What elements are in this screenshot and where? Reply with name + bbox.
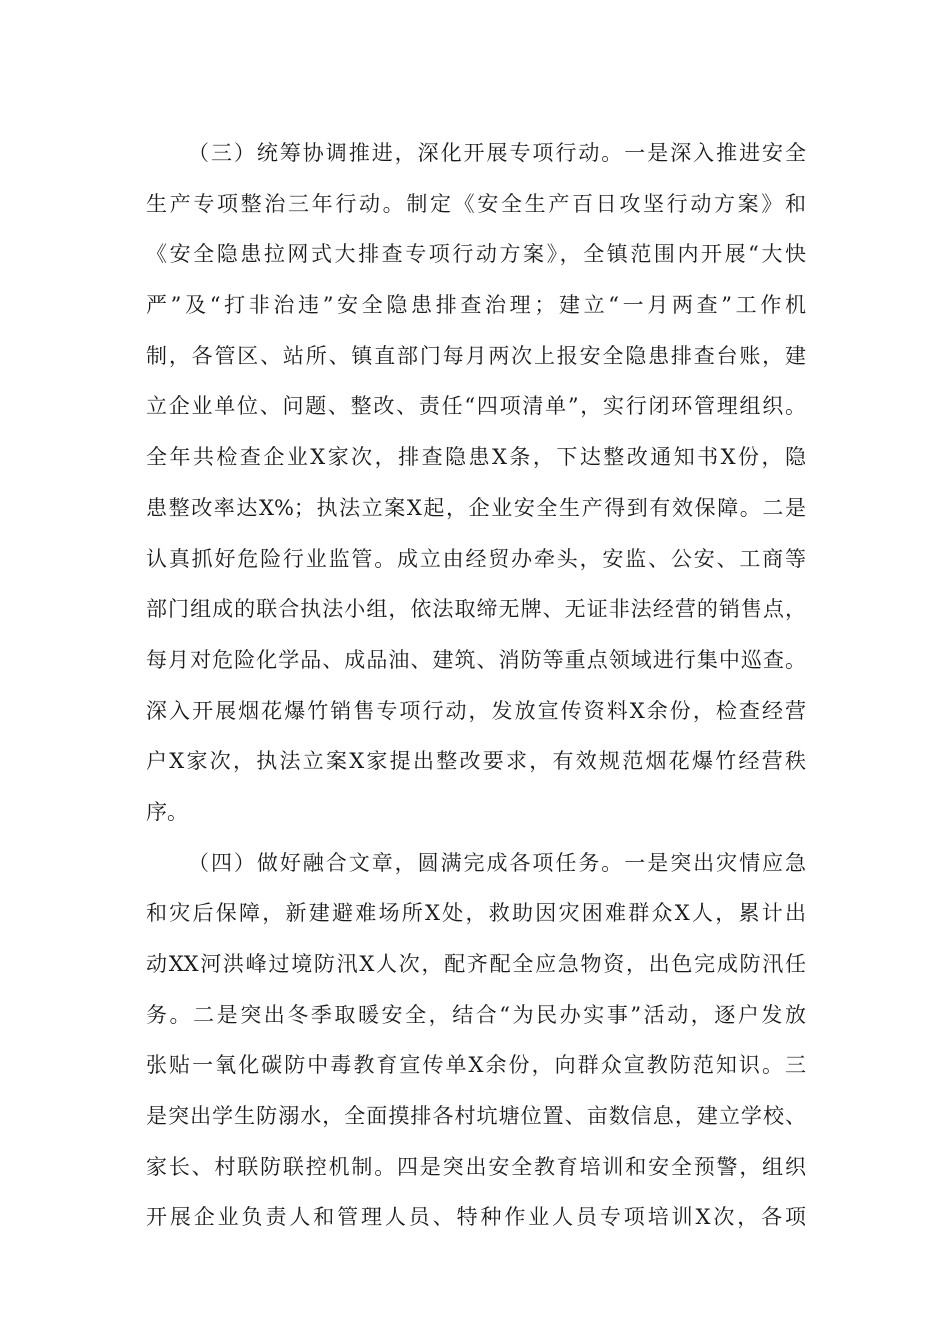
text-line: 家长、村联防联控机制。四是突出安全教育培训和安全预警，组织	[146, 1154, 806, 1179]
text-line: 深入开展烟花爆竹销售专项行动，发放宣传资料X余份，检查经营	[146, 698, 806, 723]
text-line: 患整改率达X%；执法立案X起，企业安全生产得到有效保障。二是	[146, 495, 806, 520]
text-line: 张贴一氧化碳防中毒教育宣传单X余份，向群众宣教防范知识。三	[146, 1053, 806, 1078]
text-line: 部门组成的联合执法小组，依法取缔无牌、无证非法经营的销售点，	[146, 597, 806, 622]
paragraph-section-4	[146, 838, 806, 1244]
text-line: 生产专项整治三年行动。制定《安全生产百日攻坚行动方案》和	[146, 191, 806, 216]
text-line: 序。	[146, 799, 188, 824]
text-line: 全年共检查企业X家次，排查隐患X条，下达整改通知书X份，隐	[146, 445, 806, 470]
text-line: 立企业单位、问题、整改、责任“四项清单”，实行闭环管理组织。	[146, 394, 806, 419]
text-line: 《安全隐患拉网式大排查专项行动方案》，全镇范围内开展“大快	[146, 242, 806, 267]
text-line: （三）统筹协调推进，深化开展专项行动。一是深入推进安全	[188, 141, 806, 165]
text-line: 和灾后保障，新建避难场所X处，救助因灾困难群众X人，累计出	[146, 901, 806, 926]
paragraph-section-3	[146, 128, 806, 838]
text-line: 制，各管区、站所、镇直部门每月两次上报安全隐患排查台账，建	[146, 343, 806, 368]
text-line: 户X家次，执法立案X家提出整改要求，有效规范烟花爆竹经营秩	[146, 749, 806, 774]
text-line: （四）做好融合文章，圆满完成各项任务。一是突出灾情应急	[188, 850, 806, 875]
text-line: 是突出学生防溺水，全面摸排各村坑塘位置、亩数信息，建立学校、	[146, 1104, 806, 1129]
document-body	[146, 128, 806, 1243]
text-line: 动XX河洪峰过境防汛X人次，配齐配全应急物资，出色完成防汛任	[146, 952, 806, 976]
text-line: 开展企业负责人和管理人员、特种作业人员专项培训X次，各项	[146, 1205, 806, 1230]
text-line: 严”及“打非治违”安全隐患排查治理；建立“一月两查”工作机	[146, 293, 806, 318]
text-line: 每月对危险化学品、成品油、建筑、消防等重点领域进行集中巡查。	[146, 647, 806, 672]
text-line: 务。二是突出冬季取暖安全，结合“为民办实事”活动，逐户发放	[146, 1002, 806, 1027]
text-line: 认真抓好危险行业监管。成立由经贸办牵头，安监、公安、工商等	[146, 546, 806, 571]
